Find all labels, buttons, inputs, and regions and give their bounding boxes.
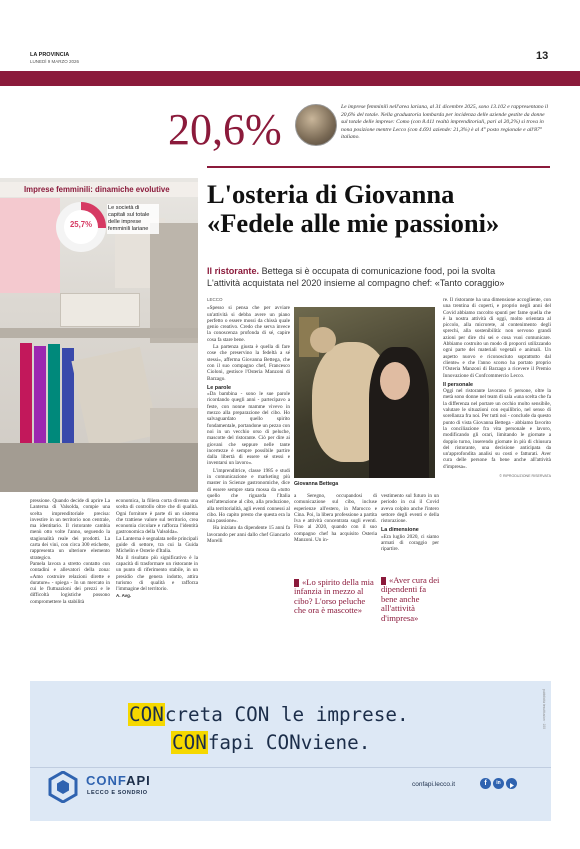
- confapi-sub: LECCO E SONDRIO: [87, 790, 148, 796]
- desk: [0, 443, 198, 492]
- donut-value: 25,7%: [69, 220, 93, 229]
- ad-divider: [30, 767, 551, 768]
- signature: A. Avg.: [116, 593, 132, 599]
- ad-vertical-note: pubblicità tesuttiusion · 100: [542, 689, 546, 729]
- subhead-la-dimensione: La dimensione: [381, 527, 419, 534]
- pull-quote-1: «Lo spirito della mia infanzia in mezzo al cibo? L'orso peluche che ora è mascotte»: [294, 577, 374, 616]
- copyright: © RIPRODUZIONE RISERVATA: [499, 474, 551, 479]
- masthead: LA PROVINCIA: [30, 52, 70, 58]
- ad-line-2: CONfapi CONviene.: [172, 731, 371, 754]
- shelf: [0, 328, 198, 338]
- ad-website[interactable]: confapi.lecco.it: [412, 781, 455, 788]
- pull-quote-2: «Aver cura dei dipendenti fa bene anche all'attività d'impresa»: [381, 575, 440, 623]
- confapi-brand: CONFAPI: [86, 773, 151, 788]
- stat-text: Le imprese femminili nell'area lariana, al 31 dicembre 2025, sono 13.102 e rappresentano il 20,6% del totale. Nella graduatoria lombarda per incidenza delle aziende gestite da donne sul totale delle imprese: Como (con 8.411 realtà imprenditoriali, pari al 20,2%) si trova in nona posizione mentre Lecco (con 4.691 aziende: 21,3%) è al 4° posto regionale e all'87° italiano.: [341, 104, 549, 141]
- confapi-logo-icon: [48, 771, 78, 803]
- face: [380, 362, 410, 400]
- side-article-col-2: economica, la filiera corta diventa una scelta di controllo oltre che di qualità. Ogni fornitore è parte di un sistema che trattiene valore sul territorio, crea economia circolare e rafforza l'identità gastronomica della Valsolda». La Lanterna è segnalata nelle principali guide di settore, tra cui la Guida Michelin e Osterie d'Italia. Ma il risultato più significativo è la capacità di trasformare un ristorante in un punto di riferimento stabile, in un presidio che genera indotto, attira turismo di qualità e rafforza l'immagine del territorio. A. Avg.: [116, 498, 198, 599]
- donut-chart: [56, 202, 106, 252]
- header-band: [0, 71, 580, 86]
- page-number: 13: [536, 50, 549, 62]
- rule: [207, 166, 550, 168]
- issue-date: LUNEDÌ 9 MARZO 2026: [30, 59, 80, 64]
- pink-board: [0, 198, 60, 293]
- wall-frame: [150, 223, 198, 343]
- folders: [71, 347, 158, 450]
- subhead-il-personale: Il personale: [443, 381, 473, 388]
- binder-2: [34, 346, 46, 443]
- donut-caption: Le società di capitali sul totale delle imprese femminili lariane: [107, 204, 159, 234]
- headline: L'osteria di Giovanna «Fedele alle mie passioni»: [207, 179, 500, 238]
- ad-slogan: [128, 701, 409, 757]
- kicker: Il ristorante.: [207, 266, 260, 276]
- article-col-3: vestimento sul futuro in un periodo in cui il Covid aveva colpito anche l'intero settore degli eventi e della ristorazione. La dimensione «Era luglio 2020, ci siamo armati di coraggio per ripartire.: [381, 493, 439, 553]
- ad-line-1: CONcreta CON le imprese.: [129, 703, 409, 726]
- byline: LECCO: [207, 297, 223, 302]
- subhead: Il ristorante. Bettega si è occupata di comunicazione food, poi la svolta L'attività acquistata nel 2020 insieme al compagno chef: «Tanto coraggio»: [207, 266, 505, 288]
- photo-caption: Giovanna Bettega: [294, 481, 339, 487]
- subhead-le-parole: Le parole: [207, 384, 231, 391]
- lake-photo: [295, 104, 337, 146]
- article-col-2: a Seregno, occupandosi di comunicazione sul cibo, incluse esperienze all'estero, in Marocco e Cina. Poi, la libera professione a partita Iva e attività concentrata sugli eventi. Fino al 2020, quando con il suo compagno chef ha acquisito Osteria Manzoni. Un in-: [294, 493, 377, 544]
- stat-value: 20,6%: [168, 105, 282, 154]
- article-col-4: re. Il ristorante ha una dimensione accogliente, con una trentina di coperti, e proprio negli anni del Covid abbiamo raccolto spunti per fame quella che è la nostra attività di oggi, molto orientata al piccolo, alla microrete, al contenimento degli sprechi, alla sostenibilità: non servono grandi azioni per dire chi sei e cosa vuoi comunicare. Abbiamo costruito un modo di proporci utilizzando ogni parte dei materiali vegetali e animali. Un aspetto nuovo e riconosciuto soprattutto dal cliente» e che l'anno scorso ha portato proprio l'Osteria Manzoni di Barzago a ricevere il Premio Innovazione di Confcommercio Lecco. Il personale Oggi nel ristorante lavorano 6 persone, oltre la metà sono donne nel team di sala «una scelta che fa la differenza nel portare un occhio molto sensibile, valutare le situazioni con equilibrio, nel senso di sorellanza fra noi. Per tutti noi - conclude da questo punto di vista Giovanna Bettega - abbiamo favorito la conciliazione fra vita personale e lavoro, modificando gli orari, limitando le giornate a doppio turno, inserendo giornate in più di chiusura del ristorante, una decisione anticipata da un'approfondita analisi su costi e fatturati. Aver cura delle persone fa bene anche all'attività d'impresa». © RIPRODUZIONE RISERVATA: [443, 297, 551, 479]
- confapi-ad: [30, 681, 551, 821]
- graphic-title: Imprese femminili: dinamiche evolutive: [0, 182, 198, 197]
- facebook-icon[interactable]: f: [480, 778, 491, 789]
- storage-box: [60, 293, 140, 327]
- binder-3: [48, 344, 60, 443]
- binder-1: [20, 343, 32, 443]
- article-col-1: LECCO «Spesso si pensa che per avviare un'attività si debba avere un piano perfetto o essere mossi da chissà quale genio creativo. Credo che serva invece la conoscenza profonda di sé, capire cosa fa stare bene. La partenza giusta è quella di fare cose che preservino la fedeltà a sé stessi», afferma Giovanna Bettega, che con il suo compagno chef, Francesco Cioloni, gestisce l'Osteria Manzoni di Barzago. Le parole «Da bambina - sono le sue parole ricordando quegli anni - partecipavo a feste, con nonne mamme vivevo in mezzo alla preparazione del cibo. Ho salvaguardato quello spirito fondamentale, portandone un pezzo con noi in un vecchio orso di peluche, mascotte del ristorante. Ciò per dire ai giovani che seppure nelle tante incertezze è sempre possibile partire dalla libertà di essere sé stessi e inventarsi un lavoro». L'imprenditrice, classe 1985 e studi in comunicazione e marketing più master in Scienze gastronomiche, dice di essere sempre stata mossa da «tutto quello che riguarda l'Italia nell'attenzione al cibo, alla produzione, alla territorialità, agli eventi connessi al cibo. Ho capito presto che questa era la mia passione». Ha iniziato da dipendente 15 anni fa lavorando per anni dallo chef Giancarlo Morelli: [207, 297, 290, 544]
- linkedin-icon[interactable]: in: [493, 778, 504, 789]
- youtube-icon[interactable]: [506, 778, 517, 789]
- giovanna-photo: [294, 307, 435, 478]
- teddy-ear: [310, 327, 336, 353]
- side-article-col-1: pressione. Quando decide di aprire La Lanterna di Valsolda, compie una scelta imprenditoriale precisa: investire in un territorio non centrale, ma identitario. Il ristorante cambia menù otto volte l'anno, seguendo la stagionalità reale dei prodotti. La carta dei vini, con circa 300 etichette, rappresenta un ulteriore elemento strategico. Pamela lavora a stretto contatto con contadini e allevatori della zona: «Amo costruire relazioni dirette e durature» - spiega - In un mercato in cui le fluttuazioni dei prezzi e le difficoltà logistiche possono compromettere la stabilità: [30, 498, 110, 605]
